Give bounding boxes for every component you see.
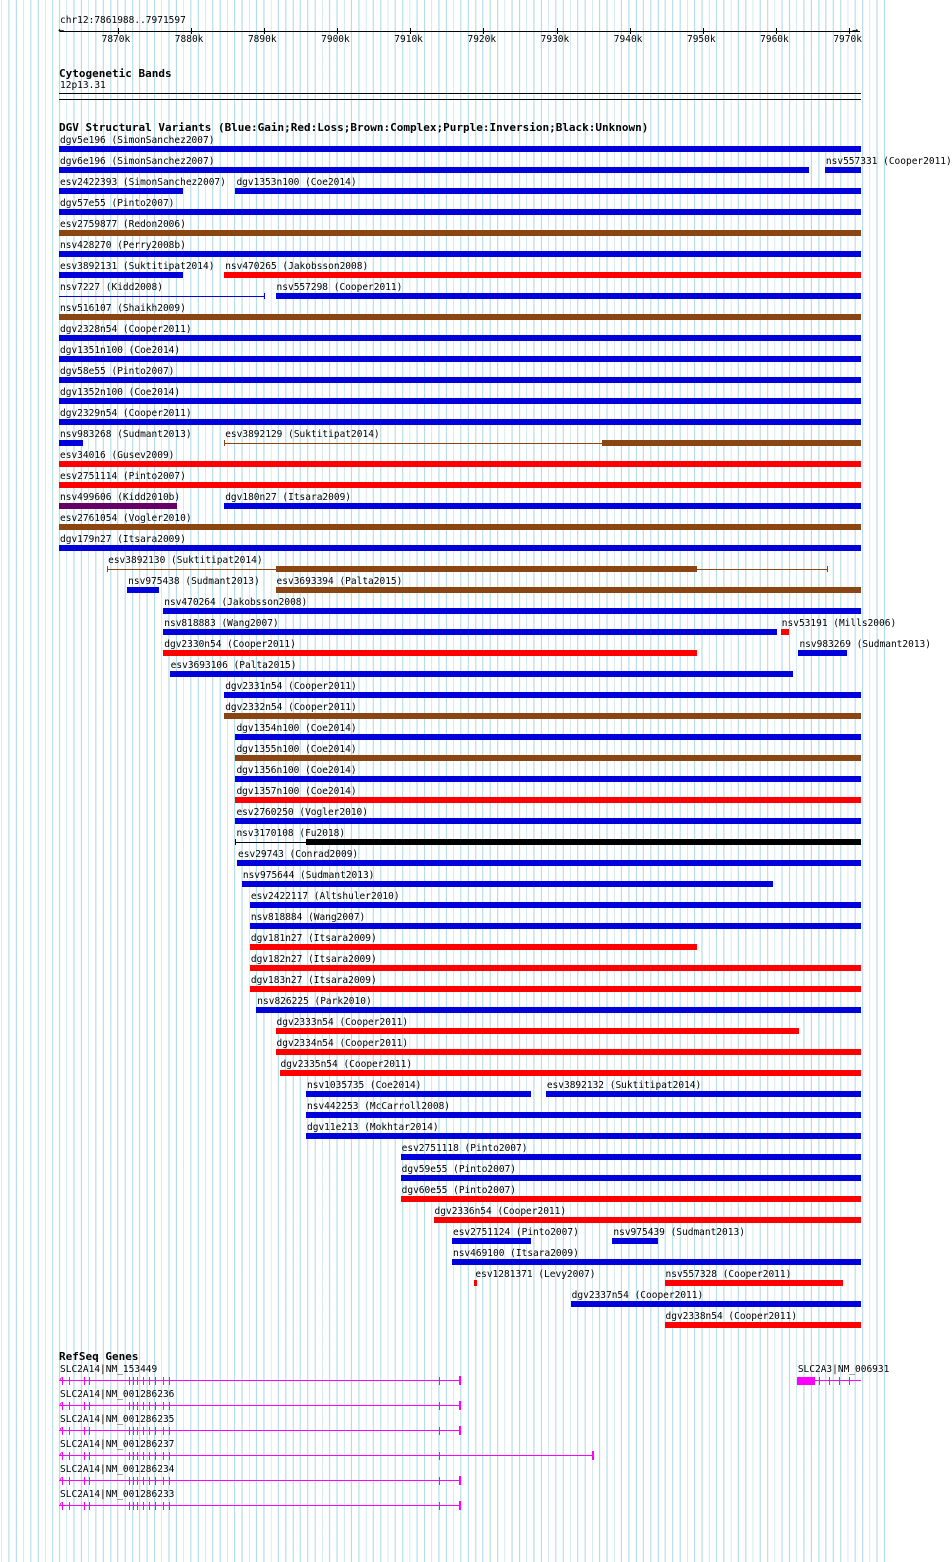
gene-strand-arrow: ‹ bbox=[58, 1449, 65, 1460]
gene-exon bbox=[155, 1427, 156, 1435]
variant-bar bbox=[306, 1112, 861, 1118]
variant-label: dgv6e196 (SimonSanchez2007) bbox=[60, 156, 215, 167]
gene-label: SLC2A14|NM_153449 bbox=[60, 1364, 158, 1375]
variant-label: dgv2332n54 (Cooper2011) bbox=[225, 702, 357, 713]
variant-bar bbox=[235, 776, 861, 782]
variant-bar bbox=[242, 881, 773, 887]
gene-exon bbox=[163, 1402, 164, 1410]
variant-bar bbox=[59, 251, 861, 257]
variant-bar bbox=[276, 293, 861, 299]
variant-bar bbox=[250, 965, 861, 971]
ruler-tick-label: 7950k bbox=[686, 34, 716, 45]
gene-label: SLC2A14|NM_001286235 bbox=[60, 1414, 175, 1425]
variant-label: dgv60e55 (Pinto2007) bbox=[401, 1185, 517, 1196]
gene-exon bbox=[89, 1502, 90, 1510]
variant-bar bbox=[59, 482, 861, 488]
variant-bar bbox=[59, 314, 861, 320]
variant-bar bbox=[276, 1049, 861, 1055]
gene-exon bbox=[133, 1477, 134, 1485]
ruler-tick-label: 7900k bbox=[321, 34, 350, 45]
variant-label: nsv818883 (Wang2007) bbox=[164, 618, 279, 629]
gene-exon bbox=[439, 1477, 440, 1485]
variant-label: dgv2338n54 (Cooper2011) bbox=[665, 1311, 798, 1322]
gene-exon bbox=[69, 1502, 70, 1510]
gene-exon bbox=[155, 1377, 156, 1385]
variant-label: dgv2336n54 (Cooper2011) bbox=[434, 1206, 567, 1217]
variant-bar bbox=[256, 1007, 861, 1013]
gene-exon bbox=[133, 1377, 134, 1385]
variant-bar bbox=[59, 167, 809, 173]
gene-exon bbox=[137, 1502, 138, 1510]
variant-label: esv2422117 (Altshuler2010) bbox=[250, 891, 400, 902]
ruler-tick-label: 7890k bbox=[247, 34, 277, 45]
variant-label: nsv557331 (Cooper2011) bbox=[825, 156, 952, 167]
variant-label: dgv183n27 (Itsara2009) bbox=[250, 975, 377, 986]
variant-bar bbox=[452, 1259, 861, 1265]
gene-exon bbox=[169, 1502, 170, 1510]
variant-bar bbox=[163, 629, 777, 635]
ruler-left-arrow: ← bbox=[58, 25, 65, 36]
variant-bar bbox=[224, 692, 861, 698]
ruler-tick-label: 7930k bbox=[540, 34, 570, 45]
gene-exon bbox=[143, 1502, 144, 1510]
gene-exon bbox=[149, 1502, 150, 1510]
gene-exon bbox=[169, 1427, 170, 1435]
variant-label: esv2760250 (Vogler2010) bbox=[236, 807, 368, 818]
variant-label: nsv470264 (Jakobsson2008) bbox=[164, 597, 308, 608]
variant-bar bbox=[781, 629, 789, 635]
gene-exon bbox=[439, 1377, 440, 1385]
variant-bar bbox=[163, 608, 861, 614]
variant-bar bbox=[59, 503, 177, 509]
variant-label: dgv5e196 (SimonSanchez2007) bbox=[60, 135, 215, 146]
variant-bar bbox=[280, 1070, 861, 1076]
variant-bar bbox=[571, 1301, 861, 1307]
variant-label: nsv826225 (Park2010) bbox=[257, 996, 372, 1007]
variant-bar bbox=[306, 1133, 861, 1139]
variant-label: dgv1357n100 (Coe2014) bbox=[236, 786, 357, 797]
gene-exon bbox=[163, 1377, 164, 1385]
ruler-tick-label: 7880k bbox=[174, 34, 204, 45]
variant-end-tick bbox=[107, 566, 108, 572]
gene-exon bbox=[439, 1452, 440, 1460]
variant-label: dgv11e213 (Mokhtar2014) bbox=[307, 1122, 439, 1133]
variant-bar bbox=[59, 209, 861, 215]
variant-label: dgv180n27 (Itsara2009) bbox=[225, 492, 352, 503]
variant-label: dgv179n27 (Itsara2009) bbox=[60, 534, 186, 545]
gene-exon bbox=[849, 1377, 850, 1385]
variant-bar bbox=[306, 1091, 531, 1097]
gene-exon bbox=[84, 1427, 85, 1435]
variant-label: nsv557328 (Cooper2011) bbox=[665, 1269, 792, 1280]
gene-exon bbox=[133, 1402, 134, 1410]
variant-end-tick bbox=[235, 839, 236, 845]
gene-label: SLC2A14|NM_001286234 bbox=[60, 1464, 175, 1475]
variant-label: esv3892132 (Suktitipat2014) bbox=[546, 1080, 702, 1091]
ruler-right-arrow: → bbox=[852, 25, 859, 36]
variant-bar bbox=[224, 713, 861, 719]
variant-label: nsv499606 (Kidd2010b) bbox=[60, 492, 181, 503]
ruler-tick-label: 7920k bbox=[467, 34, 497, 45]
gene-exon bbox=[819, 1377, 820, 1385]
gene-exon bbox=[137, 1377, 138, 1385]
gene-exon bbox=[129, 1427, 130, 1435]
gene-exon bbox=[129, 1452, 130, 1460]
ruler-tick-label: 7970k bbox=[833, 34, 862, 45]
gene-exon bbox=[149, 1402, 150, 1410]
gene-exon bbox=[129, 1502, 130, 1510]
variant-bar bbox=[401, 1175, 861, 1181]
variant-bar bbox=[59, 524, 861, 530]
gene-exon bbox=[459, 1501, 461, 1510]
gene-exon bbox=[129, 1477, 130, 1485]
gene-exon bbox=[84, 1402, 85, 1410]
gene-exon bbox=[169, 1377, 170, 1385]
gene-intron-line bbox=[59, 1455, 593, 1456]
gene-strand-arrow: ‹ bbox=[58, 1499, 65, 1510]
cytoband-track-title: Cytogenetic Bands bbox=[59, 67, 172, 80]
gene-exon bbox=[149, 1427, 150, 1435]
gene-exon bbox=[137, 1427, 138, 1435]
gene-exon bbox=[439, 1402, 440, 1410]
variant-end-tick bbox=[224, 440, 225, 446]
gene-exon bbox=[137, 1477, 138, 1485]
ruler-tick-label: 7910k bbox=[394, 34, 423, 45]
gene-exon bbox=[163, 1502, 164, 1510]
variant-bar bbox=[250, 923, 861, 929]
variant-bar bbox=[235, 734, 861, 740]
cytoband-line-top bbox=[59, 93, 861, 94]
variant-bar bbox=[276, 587, 861, 593]
gene-exon bbox=[137, 1402, 138, 1410]
variant-bar bbox=[235, 818, 861, 824]
variant-label: dgv2331n54 (Cooper2011) bbox=[225, 681, 357, 692]
gene-exon bbox=[169, 1477, 170, 1485]
gene-exon bbox=[69, 1402, 70, 1410]
variant-bar bbox=[665, 1322, 861, 1328]
gene-exon bbox=[459, 1401, 461, 1410]
dgv-track-title: DGV Structural Variants (Blue:Gain;Red:Loss;Brown:Complex;Purple:Inversion;Black:Unknown) bbox=[59, 121, 649, 134]
variant-label: dgv2328n54 (Cooper2011) bbox=[60, 324, 192, 335]
variant-label: esv2759877 (Redon2006) bbox=[60, 219, 186, 230]
variant-label: dgv2329n54 (Cooper2011) bbox=[60, 408, 192, 419]
ruler-tick-label: 7870k bbox=[101, 34, 131, 45]
gene-label: SLC2A3|NM_006931 bbox=[797, 1364, 890, 1375]
gene-exon bbox=[69, 1427, 70, 1435]
gene-exon bbox=[69, 1377, 70, 1385]
gene-intron-line bbox=[59, 1505, 460, 1506]
gene-exon bbox=[149, 1452, 150, 1460]
gene-exon bbox=[84, 1452, 85, 1460]
cytoband-line-bottom bbox=[59, 99, 861, 100]
gene-exon bbox=[69, 1452, 70, 1460]
gene-exon bbox=[592, 1451, 594, 1460]
variant-label: nsv516107 (Shaikh2009) bbox=[60, 303, 186, 314]
variant-bar bbox=[59, 377, 861, 383]
variant-label: dgv1353n100 (Coe2014) bbox=[236, 177, 357, 188]
variant-label: dgv182n27 (Itsara2009) bbox=[250, 954, 377, 965]
variant-label: esv1281371 (Levy2007) bbox=[475, 1269, 596, 1280]
variant-label: dgv1351n100 (Coe2014) bbox=[60, 345, 181, 356]
variant-bar bbox=[612, 1238, 658, 1244]
variant-bar bbox=[602, 440, 861, 446]
variant-label: dgv2335n54 (Cooper2011) bbox=[280, 1059, 413, 1070]
gene-exon bbox=[129, 1377, 130, 1385]
variant-bar bbox=[401, 1154, 861, 1160]
gene-strand-arrow: ‹ bbox=[795, 1374, 802, 1385]
gene-intron-line bbox=[59, 1480, 460, 1481]
refseq-track-title: RefSeq Genes bbox=[59, 1350, 139, 1363]
variant-label: esv34016 (Gusev2009) bbox=[60, 450, 175, 461]
gene-exon bbox=[163, 1427, 164, 1435]
variant-bar bbox=[163, 650, 696, 656]
gene-intron-line bbox=[59, 1380, 460, 1381]
gene-exon bbox=[155, 1477, 156, 1485]
gene-strand-arrow: ‹ bbox=[58, 1374, 65, 1385]
variant-label: nsv3170108 (Fu2018) bbox=[236, 828, 346, 839]
variant-label: nsv469100 (Itsara2009) bbox=[452, 1248, 579, 1259]
gene-strand-arrow: ‹ bbox=[58, 1474, 65, 1485]
variant-bar bbox=[235, 797, 861, 803]
gene-exon bbox=[839, 1377, 840, 1385]
gene-exon bbox=[143, 1452, 144, 1460]
variant-bar bbox=[798, 650, 847, 656]
gene-exon bbox=[133, 1427, 134, 1435]
gene-exon bbox=[439, 1427, 440, 1435]
variant-bar bbox=[546, 1091, 861, 1097]
variant-label: nsv983269 (Sudmant2013) bbox=[799, 639, 931, 650]
variant-bar bbox=[127, 587, 159, 593]
ruler-tick-label: 7940k bbox=[613, 34, 643, 45]
variant-label: dgv57e55 (Pinto2007) bbox=[60, 198, 175, 209]
gene-exon bbox=[89, 1402, 90, 1410]
gene-exon bbox=[143, 1402, 144, 1410]
variant-bar bbox=[250, 902, 861, 908]
variant-line bbox=[59, 296, 264, 297]
gene-exon bbox=[149, 1377, 150, 1385]
gene-label: SLC2A14|NM_001286237 bbox=[60, 1439, 175, 1450]
variant-bar bbox=[59, 461, 861, 467]
cytoband-label: 12p13.31 bbox=[60, 80, 106, 91]
gene-strand-arrow: ‹ bbox=[58, 1424, 65, 1435]
variant-label: esv2751118 (Pinto2007) bbox=[401, 1143, 528, 1154]
variant-bar bbox=[665, 1280, 844, 1286]
gene-exon bbox=[143, 1377, 144, 1385]
gene-exon bbox=[89, 1477, 90, 1485]
variant-label: dgv2330n54 (Cooper2011) bbox=[164, 639, 296, 650]
variant-bar bbox=[59, 419, 861, 425]
variant-label: esv29743 (Conrad2009) bbox=[238, 849, 359, 860]
variant-bar bbox=[59, 440, 83, 446]
gene-exon bbox=[133, 1452, 134, 1460]
gene-exon bbox=[143, 1427, 144, 1435]
gene-exon bbox=[84, 1502, 85, 1510]
position-label: chr12:7861988..7971597 bbox=[60, 15, 186, 26]
variant-bar bbox=[59, 335, 861, 341]
variant-label: nsv975439 (Sudmant2013) bbox=[613, 1227, 745, 1238]
gene-intron-line bbox=[59, 1405, 460, 1406]
variant-bar bbox=[224, 503, 861, 509]
gene-exon bbox=[155, 1402, 156, 1410]
variant-label: nsv7227 (Kidd2008) bbox=[60, 282, 163, 293]
gene-exon bbox=[84, 1377, 85, 1385]
variant-label: dgv1355n100 (Coe2014) bbox=[236, 744, 357, 755]
ruler-tick-label: 7960k bbox=[760, 34, 789, 45]
gene-exon bbox=[133, 1502, 134, 1510]
gene-strand-arrow: ‹ bbox=[58, 1399, 65, 1410]
gene-exon bbox=[459, 1376, 461, 1385]
variant-bar bbox=[59, 356, 861, 362]
variant-label: dgv2334n54 (Cooper2011) bbox=[276, 1038, 409, 1049]
variant-end-tick bbox=[827, 566, 828, 572]
variant-label: esv3693394 (Palta2015) bbox=[276, 576, 403, 587]
variant-label: dgv2333n54 (Cooper2011) bbox=[276, 1017, 409, 1028]
variant-label: dgv1356n100 (Coe2014) bbox=[236, 765, 357, 776]
gene-exon bbox=[69, 1477, 70, 1485]
ruler-axis bbox=[60, 31, 860, 32]
variant-label: nsv1035735 (Coe2014) bbox=[307, 1080, 422, 1091]
variant-label: esv3892131 (Suktitipat2014) bbox=[60, 261, 215, 272]
variant-bar bbox=[250, 944, 697, 950]
variant-label: esv3693106 (Palta2015) bbox=[170, 660, 297, 671]
gene-exon bbox=[169, 1452, 170, 1460]
variant-label: dgv58e55 (Pinto2007) bbox=[60, 366, 175, 377]
variant-label: esv2751114 (Pinto2007) bbox=[60, 471, 186, 482]
gene-exon bbox=[89, 1427, 90, 1435]
variant-bar bbox=[235, 755, 861, 761]
gene-exon bbox=[459, 1476, 461, 1485]
variant-bar bbox=[434, 1217, 861, 1223]
variant-label: nsv983268 (Sudmant2013) bbox=[60, 429, 192, 440]
gene-exon bbox=[137, 1452, 138, 1460]
gene-exon bbox=[89, 1377, 90, 1385]
gene-exon bbox=[163, 1477, 164, 1485]
variant-bar bbox=[59, 230, 861, 236]
gene-exon bbox=[459, 1426, 461, 1435]
variant-label: esv3892129 (Suktitipat2014) bbox=[225, 429, 380, 440]
variant-label: dgv59e55 (Pinto2007) bbox=[401, 1164, 517, 1175]
variant-bar bbox=[306, 839, 861, 845]
variant-bar bbox=[452, 1238, 531, 1244]
variant-bar bbox=[825, 167, 861, 173]
gene-exon bbox=[143, 1477, 144, 1485]
variant-end-tick bbox=[264, 293, 265, 299]
variant-bar bbox=[401, 1196, 861, 1202]
variant-bar bbox=[276, 1028, 800, 1034]
variant-bar bbox=[170, 671, 793, 677]
variant-label: nsv557298 (Cooper2011) bbox=[276, 282, 403, 293]
gene-label: SLC2A14|NM_001286233 bbox=[60, 1489, 175, 1500]
variant-label: nsv428270 (Perry2008b) bbox=[60, 240, 186, 251]
variant-bar bbox=[59, 398, 861, 404]
variant-label: nsv818884 (Wang2007) bbox=[250, 912, 366, 923]
variant-label: nsv975438 (Sudmant2013) bbox=[128, 576, 260, 587]
variant-label: dgv181n27 (Itsara2009) bbox=[250, 933, 377, 944]
variant-label: nsv53191 (Mills2006) bbox=[781, 618, 897, 629]
gene-exon bbox=[439, 1502, 440, 1510]
gene-exon bbox=[155, 1452, 156, 1460]
variant-bar bbox=[250, 986, 861, 992]
gene-label: SLC2A14|NM_001286236 bbox=[60, 1389, 175, 1400]
gene-exon bbox=[169, 1402, 170, 1410]
variant-bar bbox=[59, 545, 861, 551]
variant-bar bbox=[224, 272, 861, 278]
variant-bar bbox=[235, 188, 861, 194]
variant-label: esv3892130 (Suktitipat2014) bbox=[108, 555, 263, 566]
gene-exon bbox=[155, 1502, 156, 1510]
gene-exon bbox=[163, 1452, 164, 1460]
variant-bar bbox=[474, 1280, 476, 1286]
variant-label: dgv2337n54 (Cooper2011) bbox=[571, 1290, 704, 1301]
variant-label: nsv470265 (Jakobsson2008) bbox=[225, 261, 369, 272]
gene-intron-line bbox=[59, 1430, 460, 1431]
variant-bar bbox=[59, 272, 183, 278]
variant-label: esv2751124 (Pinto2007) bbox=[452, 1227, 579, 1238]
variant-label: esv2761054 (Vogler2010) bbox=[60, 513, 192, 524]
gene-exon bbox=[89, 1452, 90, 1460]
variant-label: dgv1354n100 (Coe2014) bbox=[236, 723, 357, 734]
variant-label: esv2422393 (SimonSanchez2007) bbox=[60, 177, 226, 188]
variant-bar bbox=[59, 146, 861, 152]
variant-label: nsv975644 (Sudmant2013) bbox=[242, 870, 375, 881]
gene-exon bbox=[829, 1377, 830, 1385]
variant-bar bbox=[59, 188, 183, 194]
variant-bar bbox=[237, 860, 861, 866]
variant-bar bbox=[276, 566, 697, 572]
variant-label: dgv1352n100 (Coe2014) bbox=[60, 387, 181, 398]
variant-label: nsv442253 (McCarroll2008) bbox=[307, 1101, 451, 1112]
gene-exon bbox=[84, 1477, 85, 1485]
gene-exon bbox=[129, 1402, 130, 1410]
gene-exon bbox=[149, 1477, 150, 1485]
